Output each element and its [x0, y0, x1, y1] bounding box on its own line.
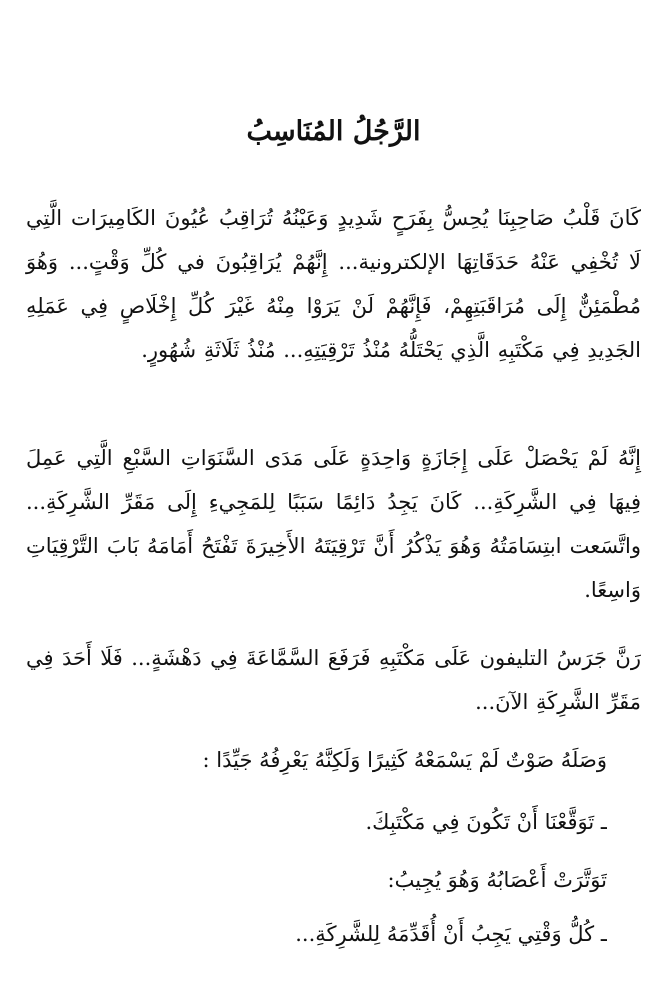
- dialogue-line: ـ كُلُّ وَقْتِي يَجِبُ أَنْ أُقَدِّمَهُ لِلشَّرِكَةِ...: [295, 922, 607, 946]
- paragraph-1: كَانَ قَلْبُ صَاحِبِنَا يُحِسُّ بِفَرَحٍ شَدِيدٍ وَعَيْنُهُ تُرَاقِبُ عُيُونَ الكَامِيرَات الَّتِي لَا تُخْفِي عَنْهُ حَدَقَاتِهَا الإلكترونية... إِنَّهُمْ يُرَاقِبُونَ في كُلِّ وَقْتٍ... وَهُوَ مُطْمَئِنٌّ إِلَى مُرَاقَبَتِهِمْ، فَإِنَّهُمْ لَنْ يَرَوْا مِنْهُ غَيْرَ كُلِّ إِخْلَاصٍ فِي عَمَلِهِ الجَدِيدِ فِي مَكْتَبِهِ الَّذِي يَحْتَلُّهُ مُنْذُ تَرْقِيَتِهِ... مُنْذُ ثَلَاثَةِ شُهُورٍ.: [26, 206, 641, 362]
- dialogue-line: ـ تَوَقَّعْنَا أَنْ تَكُونَ فِي مَكْتَبِكَ.: [365, 810, 607, 834]
- paragraph-3: رَنَّ جَرَسُ التليفون عَلَى مَكْتَبِهِ فَرَفَعَ السَّمَّاعَةَ فِي دَهْشَةٍ... فَلَا أَحَدَ فِي مَقَرِّ الشَّرِكَةِ الآنَ...: [26, 646, 641, 714]
- paragraph-2: إِنَّهُ لَمْ يَحْصَلْ عَلَى إِجَازَةٍ وَاحِدَةٍ عَلَى مَدَى السَّنَوَاتِ السَّبْعِ الَّتِي عَمِلَ فِيهَا فِي الشَّرِكَةِ... كَانَ يَجِدُ دَائِمًا سَبَبًا لِلمَجِيءِ إِلَى مَقَرِّ الشَّرِكَةِ... واتَّسَعت ابتِسَامَتُهُ وَهُوَ يَذْكُرُ أَنَّ تَرْقِيَتَهُ الأَخِيرَةَ تَفْتَحُ أَمَامَهُ بَابَ التَّرْقِيَاتِ وَاسِعًا.: [26, 446, 641, 602]
- narration-line: وَصَلَهُ صَوْتٌ لَمْ يَسْمَعْهُ كَثِيرًا وَلَكِنَّهُ يَعْرِفُهُ جَيِّدًا :: [202, 748, 607, 772]
- story-title: الرَّجُلُ المُنَاسِبُ: [246, 116, 421, 147]
- narration-line: تَوَتَّرَتْ أَعْصَابُهُ وَهُوَ يُجِيبُ:: [387, 868, 607, 892]
